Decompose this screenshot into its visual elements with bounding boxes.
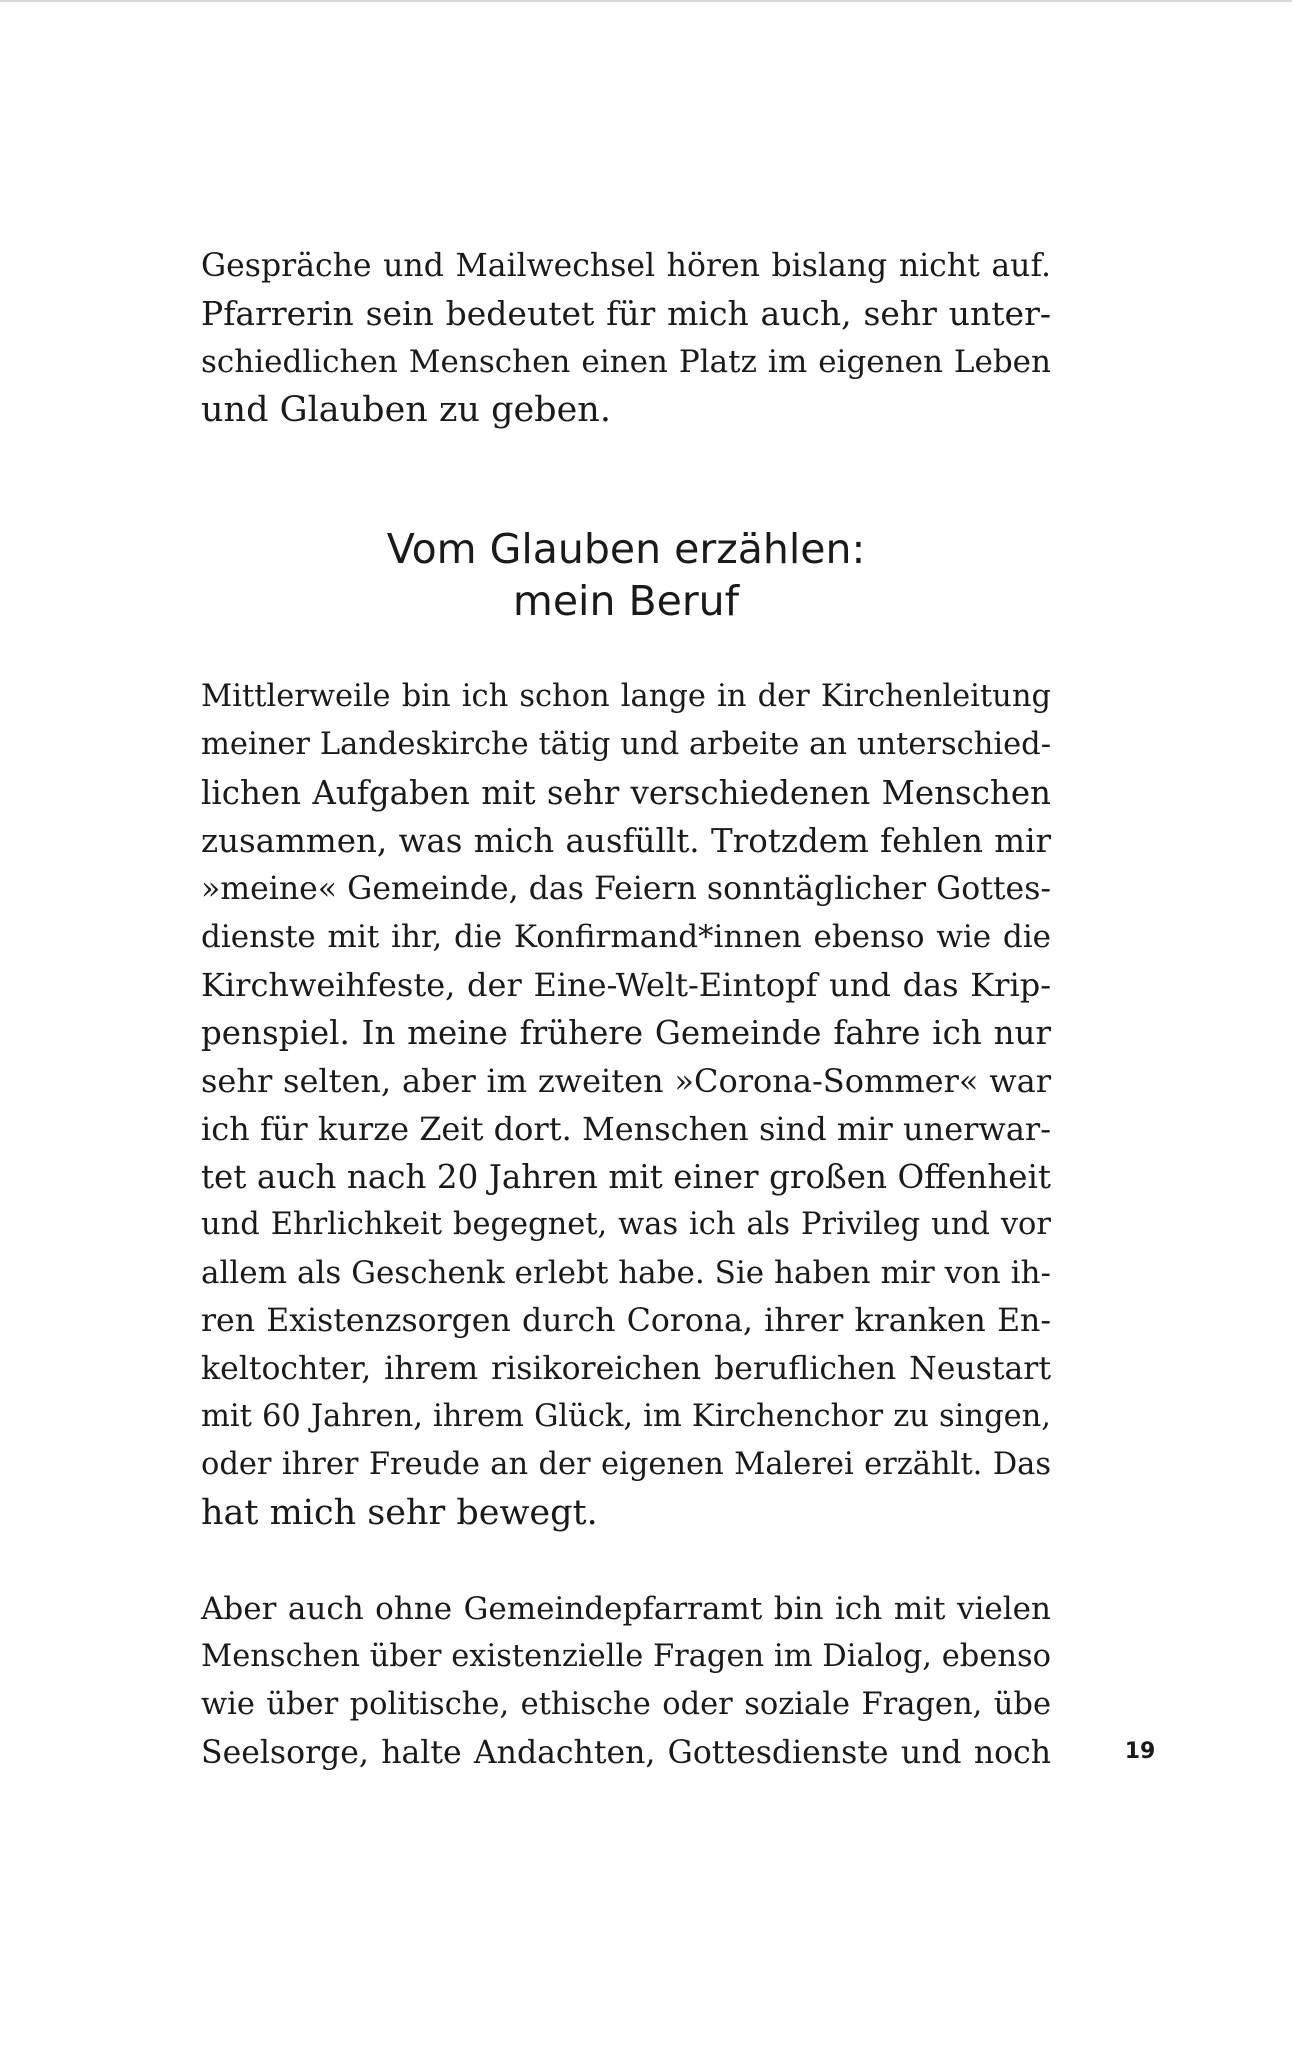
paragraph-continued bbox=[201, 242, 1051, 434]
page-top-rule bbox=[0, 0, 1292, 2]
text-line: tet auch nach 20 Jahren mit einer großen Offenheit bbox=[201, 1158, 1051, 1196]
text-line: Kirchweihfeste, der Eine-Welt-Eintopf und das Krip- bbox=[201, 966, 1051, 1004]
text-line: penspiel. In meine frühere Gemeinde fahre ich nur bbox=[201, 1014, 1051, 1052]
text-line: und Glauben zu geben. bbox=[201, 390, 611, 430]
paragraph-body bbox=[201, 673, 1051, 1537]
text-line: Gespräche und Mailwechsel hören bislang nicht auf. bbox=[201, 248, 1051, 284]
text-line: Aber auch ohne Gemeindepfarramt bin ich mit vielen bbox=[201, 1591, 1051, 1627]
text-line: Menschen über existenzielle Fragen im Dialog, ebenso bbox=[201, 1639, 1051, 1674]
text-line: und Ehrlichkeit begegnet, was ich als Privileg und vor bbox=[201, 1207, 1051, 1242]
page-number: 19 bbox=[1124, 1739, 1156, 1764]
text-line: wie über politische, ethische oder soziale Fragen, übe bbox=[201, 1687, 1051, 1722]
text-line: lichen Aufgaben mit sehr verschiedenen Menschen bbox=[201, 774, 1051, 812]
text-line: meiner Landeskirche tätig und arbeite an unterschied- bbox=[201, 727, 1051, 762]
text-line: keltochter, ihrem risikoreichen beruflichen Neustart bbox=[201, 1351, 1051, 1387]
text-line: sehr selten, aber im zweiten »Corona-Sommer« war bbox=[201, 1062, 1051, 1100]
text-line: ich für kurze Zeit dort. Menschen sind mir unerwar- bbox=[201, 1110, 1051, 1148]
section-heading bbox=[201, 523, 1051, 627]
text-line: mit 60 Jahren, ihrem Glück, im Kirchenchor zu singen, bbox=[201, 1399, 1051, 1434]
text-line: zusammen, was mich ausfüllt. Trotzdem fehlen mir bbox=[201, 822, 1051, 860]
text-line: hat mich sehr bewegt. bbox=[201, 1493, 598, 1533]
text-line: Mittlerweile bin ich schon lange in der Kirchenleitung bbox=[201, 679, 1051, 714]
heading-line: Vom Glauben erzählen: bbox=[386, 525, 866, 573]
text-line: schiedlichen Menschen einen Platz im eigenen Leben bbox=[201, 344, 1051, 380]
text-line: ren Existenzsorgen durch Corona, ihrer kranken En- bbox=[201, 1303, 1051, 1339]
paragraph-body bbox=[201, 1585, 1051, 1777]
text-line: dienste mit ihr, die Konfirmand*innen ebenso wie die bbox=[201, 919, 1051, 955]
text-line: oder ihrer Freude an der eigenen Malerei erzählt. Das bbox=[201, 1447, 1051, 1482]
heading-line: mein Beruf bbox=[512, 577, 740, 625]
text-line: allem als Geschenk erlebt habe. Sie haben mir von ih- bbox=[201, 1255, 1051, 1291]
text-line: Seelsorge, halte Andachten, Gottesdienste und noch bbox=[201, 1735, 1051, 1771]
text-line: Pfarrerin sein bedeutet für mich auch, sehr unter- bbox=[201, 294, 1051, 333]
text-line: »meine« Gemeinde, das Feiern sonntäglicher Gottes- bbox=[201, 871, 1051, 907]
